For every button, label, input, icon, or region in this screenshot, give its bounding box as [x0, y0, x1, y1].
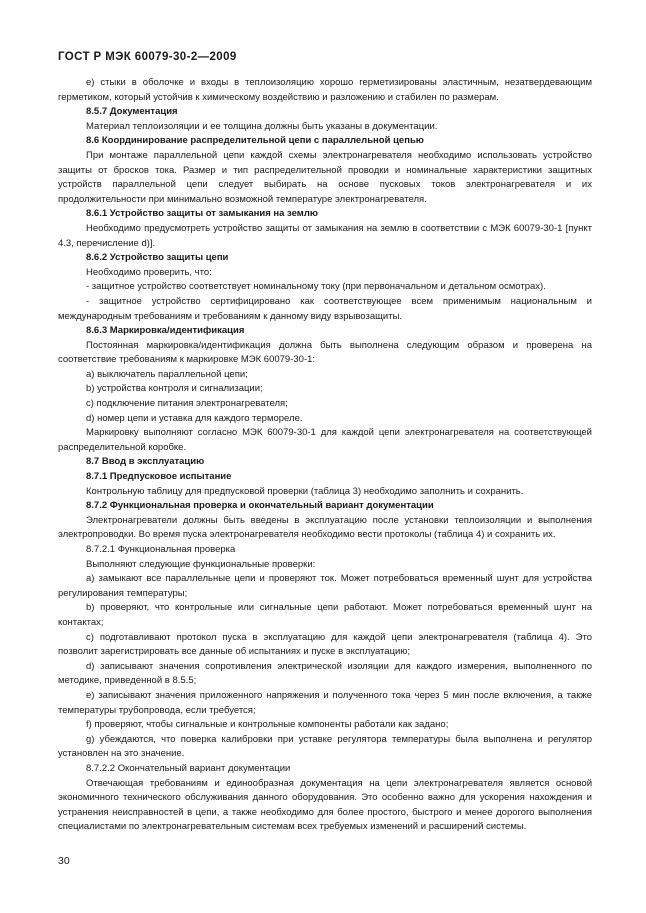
paragraph: Выполняют следующие функциональные проверки:	[86, 558, 316, 570]
paragraph: Контрольную таблицу для предпусковой проверки (таблица 3) необходимо заполнить и сохранить.	[86, 485, 524, 497]
paragraph: Отвечающая требованиям и единообразная документация на цепи электронагревателя является основой экономичного технического обслуживания данного оборудования. Это особенно важно для ускорения нахождения и устранения неисправностей в цепи, а также необходимо для более простого, быстрого и менее дорогого выполнения специалистами по электронагревательным системам всех требуемых изменений и расширений системы.	[58, 777, 592, 833]
paragraph: е) стыки в оболочке и входы в теплоизоляцию хорошо герметизированы эластичным, незатвердевающим герметиком, который устойчив к химическому воздействию и разложению и стабилен по размерам.	[58, 77, 592, 103]
paragraph: а) выключатель параллельной цепи;	[86, 368, 248, 380]
section-heading: 8.6.3 Маркировка/идентификация	[86, 325, 245, 337]
paragraph: Необходимо предусмотреть устройство защиты от замыкания на землю в соответствии с МЭК 60079-30-1 [пункт 4.3, перечисление d)].	[58, 222, 592, 249]
paragraph: g) убеждаются, что поверка калибровки при уставке регулятора температуры была выполнена и регулятор установлен на это значение.	[58, 733, 592, 760]
paragraph: Электронагреватели должны быть введены в эксплуатацию после установки теплоизоляции и выполнения электропроводки. Во время пуска электронагревателя необходимо вести протоколы (таблица 4) и сохранить их.	[58, 514, 592, 541]
paragraph: с) подготавливают протокол пуска в эксплуатацию для каждой цепи электронагревателя (таблица 4). Это позволит зарегистрировать все данные об испытаниях и пуске в эксплуатацию;	[58, 631, 592, 658]
page-number: 30	[58, 855, 70, 867]
section-heading: 8.7 Ввод в эксплуатацию	[86, 456, 205, 468]
paragraph: - защитное устройство сертифицировано как соответствующее всем применимым национальным и международным требованиям и требованиям к данному виду взрывозащиты.	[58, 295, 592, 322]
paragraph: с) подключение питания электронагревателя;	[86, 398, 288, 410]
paragraph: - защитное устройство соответствует номинальному току (при первоначальном и детальном осмотрах).	[86, 281, 546, 293]
page-header: ГОСТ Р МЭК 60079-30-2—2009	[58, 51, 237, 63]
section-heading: 8.7.2 Функциональная проверка и окончательный вариант документации	[86, 500, 434, 512]
paragraph: Маркировку выполняют согласно МЭК 60079-30-1 для каждой цепи электронагревателя на соответствующей распределительной коробке.	[58, 427, 592, 453]
section-heading: 8.7.1 Предпусковое испытание	[86, 471, 232, 483]
section-heading: 8.6 Координирование распределительной цепи с параллельной цепью	[86, 135, 424, 147]
paragraph: 8.7.2.1 Функциональная проверка	[86, 544, 236, 555]
paragraph: d) записывают значения сопротивления электрической изоляции для каждого измерения, выполненного по методике, приведенной в 8.5.5;	[58, 660, 592, 687]
paragraph: d) номер цепи и уставка для каждого термореле.	[86, 412, 303, 424]
paragraph: b) проверяют, что контрольные или сигнальные цепи работают. Может потребоваться временный шунт на контактах;	[58, 602, 592, 628]
section-heading: 8.5.7 Документация	[86, 106, 178, 118]
paragraph: f) проверяют, чтобы сигнальные и контрольные компоненты работали как задано;	[86, 719, 449, 731]
paragraph: Необходимо проверить, что:	[86, 266, 212, 278]
section-heading: 8.6.2 Устройство защиты цепи	[86, 252, 229, 264]
document-body	[58, 76, 592, 835]
section-heading: 8.6.1 Устройство защиты от замыкания на землю	[86, 208, 318, 220]
paragraph: е) записывают значения приложенного напряжения и полученного тока через 5 мин после включения, а также температуры трубопровода, если требуется;	[58, 689, 592, 716]
paragraph: 8.7.2.2 Окончательный вариант документации	[86, 762, 291, 774]
paragraph: Постоянная маркировка/идентификация должна быть выполнена следующим образом и проверена на соответствие требованиям к маркировке МЭК 60079-30-1:	[58, 339, 592, 366]
paragraph: а) замыкают все параллельные цепи и проверяют ток. Может потребоваться временный шунт для устройства регулирования температуры;	[58, 573, 592, 599]
paragraph: Материал теплоизоляции и ее толщина должны быть указаны в документации.	[86, 120, 438, 132]
paragraph: При монтаже параллельной цепи каждой схемы электронагревателя необходимо использовать устройство защиты от бросков тока. Размер и тип распределительной проводки и номинальные характеристики защитных устройств параллельной цепи следует выбирать на основе пусковых токов электронагревателя и их продолжительности при минимально возможной температуре электронагревателя.	[58, 149, 592, 205]
paragraph: b) устройства контроля и сигнализации;	[86, 383, 263, 395]
